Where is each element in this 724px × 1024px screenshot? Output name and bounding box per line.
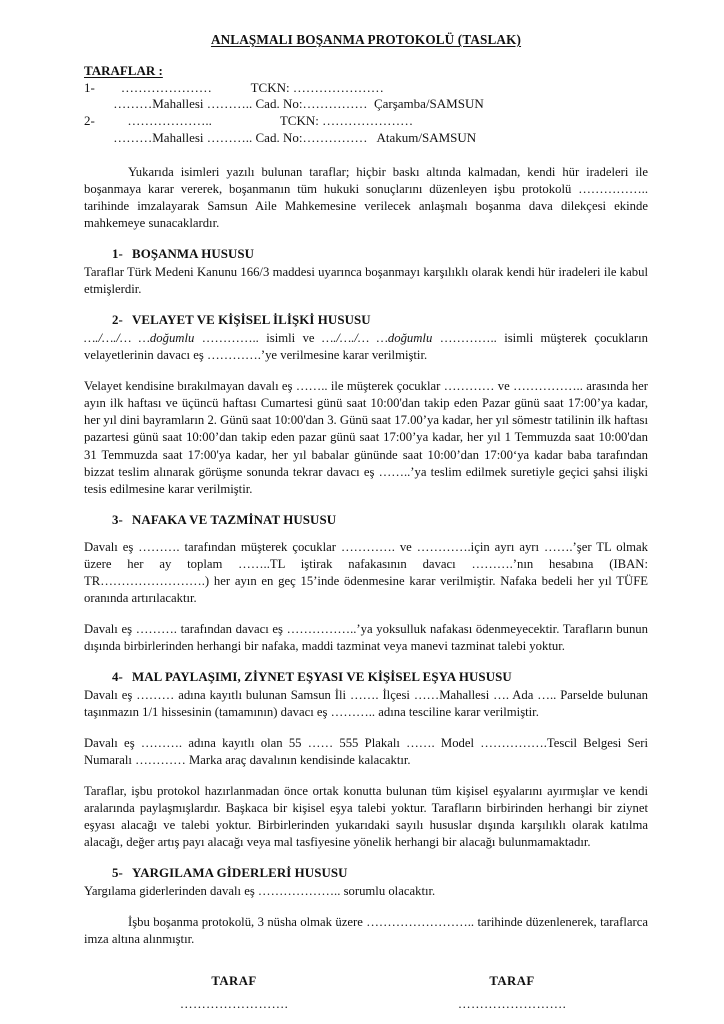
signature-line-left: ……………………. [179, 997, 289, 1012]
section-heading-1 [84, 246, 648, 263]
section-4-paragraph-2: Davalı eş ………. adına kayıtlı olan 55 …… 555 Plakalı ……. Model …………….Tescil Belgesi Seri Numaralı ………… Marka araç davalının kendisinde kalacaktır. [84, 735, 648, 767]
section-2-paragraph-1: …./…./… …doğumlu ………….. isimli ve …./…./… …doğumlu ………….. isimli müşterek çocukların velayetlerinin davacı eş ………….’ye verilmesine karar verilmiştir. [84, 331, 648, 363]
section-title-1: BOŞANMA HUSUSU [132, 247, 255, 262]
section-2-paragraph-2: Velayet kendisine bırakılmayan davalı eş …….. ile müşterek çocuklar ………… ve …………….. arasında her ayın ilk haftası ve üçüncü haftası Cumartesi günü saat 10:00'dan takip eden Pazar günü saat 17:00’ya kadar, her yıl dini bayramların 2. Günü saat 10:00'dan 3. Günü saat 17.00’ya kadar, her yıl sömestr tatilinin ilk haftası pazartesi günü saat 10:00’dan takip eden pazar günü saat 17:00’ya kadar, her yıl 1 Temmuzda saat 10:00'dan 31 Temmuzda saat 17:00'ya kadar, her yıl babalar gününde saat 10:00’dan 17:00‘ya kadar baba tarafından bizzat teslim alınarak görüşme sonunda tekrar davacı eş ……..’ya teslim edilmek suretiyle geçici şahsi ilişki tesis edilmesine karar verilmiştir. [84, 379, 648, 496]
section-title-3: NAFAKA VE TAZMİNAT HUSUSU [132, 512, 337, 527]
signature-label-right: TARAF [489, 974, 535, 989]
section-title-4: MAL PAYLAŞIMI, ZİYNET EŞYASI VE KİŞİSEL EŞYA HUSUSU [132, 670, 512, 684]
section-5-paragraph-1: Yargılama giderlerinden davalı eş ……………….. sorumlu olacaktır. [84, 884, 436, 899]
section-number-2: 2- [112, 313, 123, 328]
spacer [84, 498, 648, 512]
section-number-4: 4- [112, 670, 123, 684]
parties-heading [84, 63, 648, 79]
section-1-paragraph-1: Taraflar Türk Medeni Kanunu 166/3 maddesi uyarınca boşanmayı karşılıklı olarak kendi hür iradeleri ile kabul etmişlerdir. [84, 265, 648, 297]
spacer [84, 147, 648, 164]
party-entry-2 [84, 113, 648, 147]
spacer [84, 607, 648, 621]
spacer [84, 655, 648, 669]
signature-block-left [104, 974, 364, 1012]
page-title-text: ANLAŞMALI BOŞANMA PROTOKOLÜ (TASLAK) [210, 32, 522, 47]
section-title-5: YARGILAMA GİDERLERİ HUSUSU [132, 866, 348, 881]
section-3-paragraph-1: Davalı eş ………. tarafından müşterek çocuklar …………. ve ………….için ayrı ayrı …….’şer TL olmak üzere her ay toplam ……..TL iştirak nafakasının davacı ……….’nın hesabına (IBAN: TR…………………….) her ayın en geç 15’inde ödenmesine karar verilmiştir. Nafaka bedeli her yıl TÜFE oranında artırılacaktır. [84, 539, 648, 605]
spacer [84, 900, 648, 914]
section-heading-5 [84, 865, 648, 882]
section-title-2: VELAYET VE KİŞİSEL İLİŞKİ HUSUSU [132, 313, 371, 328]
section-3-paragraph-2: Davalı eş ………. tarafından davacı eş ……………..’ya yoksulluk nafakası ödenmeyecektir. Tarafların bunun dışında birbirlerinden herhangi bir nafaka, maddi tazminat veya manevi tazminat talebi yoktur. [84, 621, 648, 653]
section-heading-4 [84, 669, 648, 686]
spacer [84, 364, 648, 378]
spacer [84, 851, 648, 865]
signature-line-right: ……………………. [457, 997, 567, 1012]
closing-paragraph: İşbu boşanma protokolü, 3 nüsha olmak üzere …………………….. tarihinde düzenlenerek, taraflarca imza altına alınmıştır. [84, 915, 648, 947]
section-4-paragraph-3: Taraflar, işbu protokol hazırlanmadan önce ortak konutta bulunan tüm kişisel eşyalarını ayırmışlar ve kendi aralarında paylaşmışlardır. Başkaca bir kişisel eşya talebi yoktur. Tarafların birbirinden herhangi bir ziynet eşyası alacağı ve talebi yoktur. Birbirlerinden yukarıdaki sayılı hususlar dışında karşılıklı olarak katılma alacağı, değer artış payı alacağı veya mal tasfiyesine yönelik herhangi bir alacağı bulunmamaktadır. [84, 784, 648, 850]
party-entry-1 [84, 80, 648, 114]
section-number-5: 5- [112, 866, 123, 881]
party-1-line-1: 1- ………………… TCKN: ………………… [84, 79, 384, 95]
party-2-line-2: ………Mahallesi ……….. Cad. No:…………… Atakum/SAMSUN [84, 130, 477, 146]
spacer [84, 769, 648, 783]
spacer [84, 232, 648, 246]
section-heading-2 [84, 312, 648, 329]
signature-block-right [382, 974, 642, 1012]
page-title [84, 32, 648, 49]
signature-row [84, 974, 648, 1012]
section-number-3: 3- [112, 512, 123, 527]
party-1-line-2: ………Mahallesi ……….. Cad. No:…………… Çarşamba/SAMSUN [84, 96, 484, 112]
section-number-1: 1- [112, 247, 123, 262]
spacer [84, 721, 648, 735]
party-2-line-1: 2- ……………….. TCKN: ………………… [84, 113, 414, 129]
spacer [84, 298, 648, 312]
parties-heading-text: TARAFLAR : [84, 62, 163, 78]
intro-paragraph: Yukarıda isimleri yazılı bulunan taraflar; hiçbir baskı altında kalmadan, kendi hür iradeleri ile boşanmaya karar vererek, boşanmanın tüm hukuki sonuçlarını düzenleyen işbu protokolü …………….. tarihinde imzalayarak Samsun Aile Mahkemesine verilecek anlaşmalı boşanma dava dilekçesi ekinde mahkemeye sunacaklardır. [84, 165, 648, 231]
section-4-paragraph-1: Davalı eş ……… adına kayıtlı bulunan Samsun İli ……. İlçesi ……Mahallesi …. Ada ….. Parselde bulunan taşınmazın 1/1 hissesinin (tamamının) davacı eş ……….. adına tesciline karar verilmiştir. [84, 687, 648, 719]
spacer [84, 530, 648, 539]
signature-label-left: TARAF [211, 974, 257, 989]
section-heading-3 [84, 512, 648, 529]
